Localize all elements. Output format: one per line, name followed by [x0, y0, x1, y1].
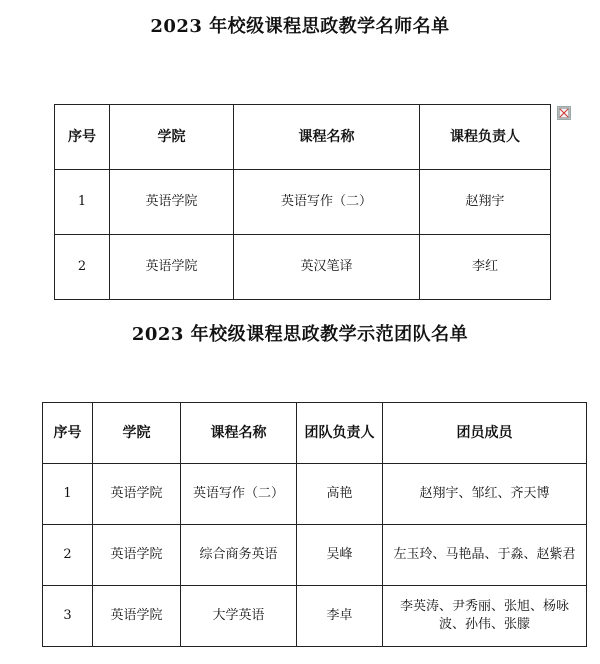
table-cell: 2 — [43, 525, 93, 586]
team-table — [42, 402, 587, 647]
table-cell: 综合商务英语 — [181, 525, 297, 586]
header-cell: 学院 — [110, 105, 234, 170]
table-cell: 2 — [55, 235, 110, 300]
table-row — [43, 525, 587, 586]
table-cell: 英语学院 — [110, 235, 234, 300]
header-cell: 学院 — [93, 403, 181, 464]
table-row — [43, 464, 587, 525]
section1-title: 2023 年校级课程思政教学名师名单 — [150, 16, 450, 37]
table-cell: 李红 — [420, 235, 551, 300]
table-cell: 英语学院 — [93, 525, 181, 586]
table-header-row — [55, 105, 551, 170]
table-cell: 1 — [55, 170, 110, 235]
table-cell: 英汉笔译 — [234, 235, 420, 300]
table-row — [43, 586, 587, 647]
table-cell: 左玉玲、马艳晶、于淼、赵紫君 — [383, 525, 587, 586]
header-cell: 课程负责人 — [420, 105, 551, 170]
table-cell: 大学英语 — [181, 586, 297, 647]
header-cell: 序号 — [43, 403, 93, 464]
table-cell: 英语写作（二） — [181, 464, 297, 525]
table-cell: 李英涛、尹秀丽、张旭、杨咏波、孙伟、张朦 — [383, 586, 587, 647]
header-cell: 团队负责人 — [297, 403, 383, 464]
table-cell: 英语写作（二） — [234, 170, 420, 235]
table-cell: 3 — [43, 586, 93, 647]
table-cell: 赵翔宇、邹红、齐天博 — [383, 464, 587, 525]
section2-title: 2023 年校级课程思政教学示范团队名单 — [131, 324, 469, 345]
table-cell: 赵翔宇 — [420, 170, 551, 235]
table-cell: 英语学院 — [93, 464, 181, 525]
table-cell: 李卓 — [297, 586, 383, 647]
table-row — [55, 235, 551, 300]
teacher-table — [54, 104, 551, 300]
image-placeholder-icon — [557, 106, 571, 120]
table-cell: 英语学院 — [93, 586, 181, 647]
header-cell: 课程名称 — [234, 105, 420, 170]
table-cell: 1 — [43, 464, 93, 525]
header-cell: 团员成员 — [383, 403, 587, 464]
table-cell: 高艳 — [297, 464, 383, 525]
header-cell: 课程名称 — [181, 403, 297, 464]
table-header-row — [43, 403, 587, 464]
table-cell: 吴峰 — [297, 525, 383, 586]
table-cell: 英语学院 — [110, 170, 234, 235]
header-cell: 序号 — [55, 105, 110, 170]
table-row — [55, 170, 551, 235]
